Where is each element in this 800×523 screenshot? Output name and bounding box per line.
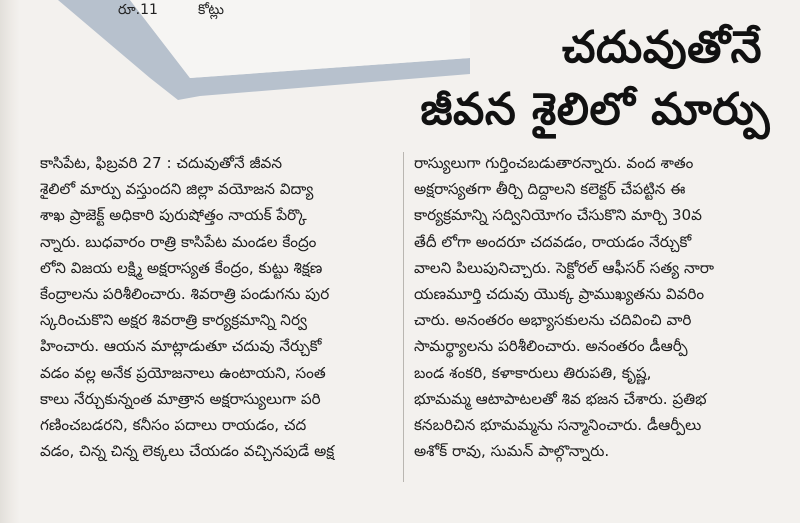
article-line: అశోక్ రావు, సుమన్ పాల్గొన్నారు. [414, 442, 610, 461]
snippet-unit: కోట్లు [198, 2, 225, 18]
article-line: వడం, చిన్న చిన్న లెక్కలు చేయడం వచ్చినపుడే అక్ష [40, 442, 335, 461]
article-line: చారు. అనంతరం అభ్యాసకులను చదివించి వారి [414, 311, 692, 330]
article-line: న్నారు. బుధవారం రాత్రి కాసిపేట మండల కేంద్రం [40, 232, 317, 251]
article-line: అక్షరాస్యతగా తీర్చి దిద్దాలని కలెక్టర్ చేపట్టిన ఈ [414, 180, 686, 199]
article-line: శాఖ ప్రాజెక్ట్ అధికారి పురుషోత్తం నాయక్ పేర్కొ [40, 206, 307, 225]
article-line: భూమమ్మ ఆటాపాటలతో శివ భజన చేశారు. ప్రతిభ [414, 389, 707, 408]
article-column-left [40, 150, 392, 464]
article-line: సామర్థ్యాలను పరిశీలించారు. అనంతరం డీఆర్పీ [414, 337, 688, 356]
article-line: బండ శంకరి, కళాకారులు తిరుపతి, కృష్ణ, [414, 363, 652, 382]
article-line: కాలు నేర్చుకున్నంత మాత్రాన అక్షరాస్యులుగా పరి [40, 389, 321, 408]
article-line: కనబరిచిన భూమమ్మను సన్మానించారు. డీఆర్పీలు [414, 415, 702, 434]
headline-line-1: చదువుతోనే [562, 22, 762, 73]
article-line: వడం వల్ల అనేక ప్రయోజనాలు ఉంటాయని, సంత [40, 363, 326, 382]
article-line: యణమూర్తి చదువు యొక్క ప్రాముఖ్యతను వివరిం [414, 284, 705, 303]
article-line: వాలని పిలుపునిచ్చారు. సెక్టోరల్ ఆఫీసర్ సత్య నారా [414, 258, 714, 277]
article-line: కార్యక్రమాన్ని సద్వినియోగం చేసుకొని మార్చి 30వ [414, 206, 702, 225]
article-line: గణించబడరని, కనీసం పదాలు రాయడం, చద [40, 415, 307, 434]
article-line: రాస్యులుగా గుర్తించబడుతారన్నారు. వంద శాతం [414, 154, 694, 172]
headline-line-2: జీవన శైలిలో మార్పు [420, 84, 770, 135]
article-column-right [414, 150, 766, 464]
article-line: స్కరించుకొని అక్షర శివరాత్రి కార్యక్రమాన్ని నిర్వ [40, 311, 307, 330]
snippet-amount: రూ.11 [118, 2, 158, 18]
column-divider [403, 152, 404, 482]
article-line: హించారు. ఆయన మాట్లాడుతూ చదువు నేర్చుకో [40, 337, 322, 356]
article-line: శైలిలో మార్పు వస్తుందని జిల్లా వయోజన విద్యా [40, 180, 314, 199]
article-line: లోని విజయ లక్ష్మి అక్షరాస్యత కేంద్రం, కుట్టు శిక్షణ [40, 258, 323, 277]
article-line: కాసిపేట, ఫిబ్రవరి 27 : చదువుతోనే జీవన [40, 154, 283, 172]
article-line: కేంద్రాలను పరిశీలించారు. శివరాత్రి పండుగను పుర [40, 284, 330, 303]
article-line: తేదీ లోగా అందరూ చదవడం, రాయడం నేర్చుకో [414, 232, 692, 251]
